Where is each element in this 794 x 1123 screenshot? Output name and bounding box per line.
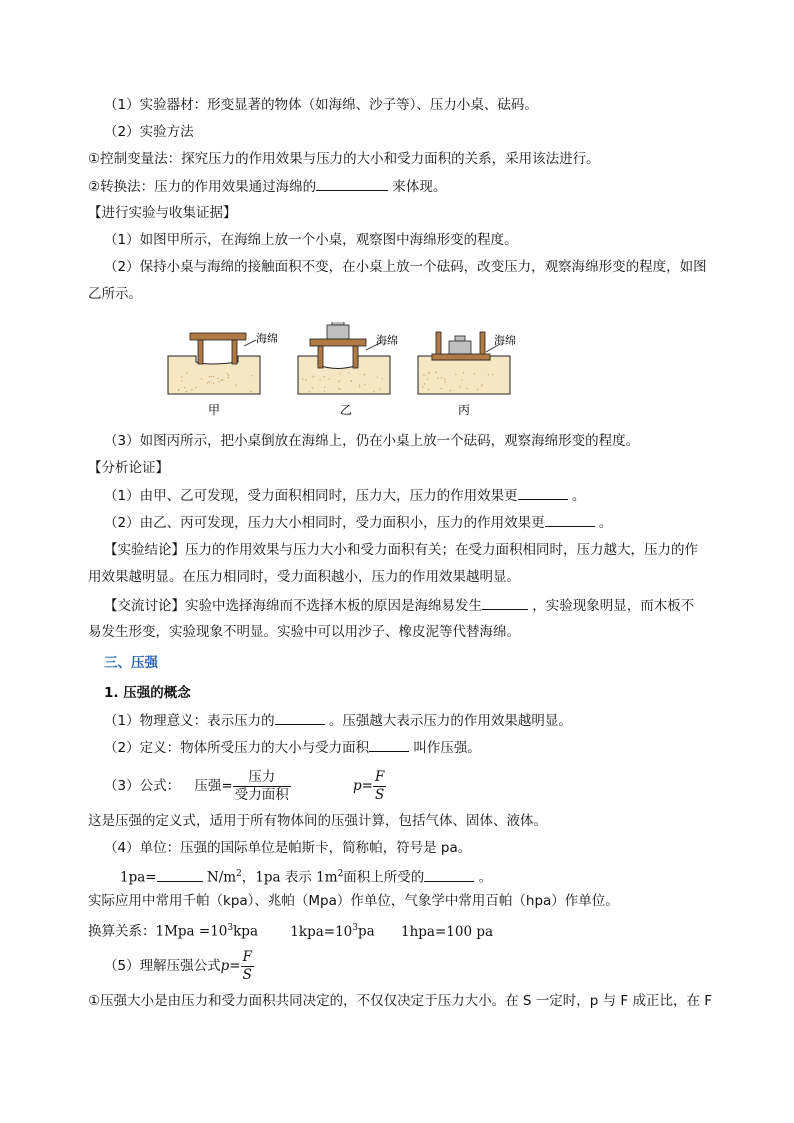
text-segment: 1pa= [120, 869, 157, 886]
text-line: （3）如图丙所示，把小桌倒放在海绵上，仍在小桌上放一个砝码，观察海绵形变的程度。 [104, 433, 640, 449]
weight-knob [332, 322, 344, 325]
superscript: 3 [352, 923, 358, 933]
experiment-figure [160, 322, 520, 422]
fraction-numerator: F [242, 948, 252, 965]
sponge-shape [418, 356, 510, 394]
experiment-figure-svg [160, 322, 520, 422]
texture-dot [459, 386, 460, 387]
text-line: （2）实验方法 [104, 124, 194, 140]
texture-dot [209, 381, 210, 382]
answer-blank[interactable] [275, 710, 325, 725]
texture-dot [191, 389, 192, 390]
texture-dot [213, 376, 214, 377]
text-segment: （3）公式： [104, 778, 181, 794]
fraction-numerator: 压力 [233, 769, 291, 787]
fraction-numerator: F [374, 768, 385, 785]
text-line [120, 864, 492, 888]
texture-dot [351, 381, 352, 382]
texture-dot [338, 381, 339, 382]
text-segment: 来体现。 [388, 179, 447, 195]
text-segment: N/m [202, 869, 237, 886]
texture-dot [309, 391, 310, 392]
weight-knob [455, 336, 465, 341]
answer-blank[interactable] [316, 176, 388, 191]
texture-dot [481, 385, 482, 386]
texture-dot [181, 376, 182, 377]
texture-dot [359, 384, 360, 385]
texture-dot [474, 373, 475, 374]
figure-caption: 丙 [458, 403, 471, 417]
texture-dot [477, 389, 478, 390]
formula-symbol: p= [353, 778, 373, 794]
text-line [88, 176, 446, 197]
formula-fraction [233, 769, 291, 804]
text-segment: ，1pa 表示 1m [241, 869, 338, 886]
texture-dot [312, 387, 313, 388]
panel-jia [168, 333, 260, 394]
texture-dot [422, 386, 423, 387]
answer-blank[interactable] [424, 867, 474, 882]
texture-dot [441, 377, 442, 378]
text-segment: 1hpa=100 pa [400, 923, 494, 940]
texture-dot [211, 376, 212, 377]
texture-dot [227, 373, 228, 374]
texture-dot [228, 377, 229, 378]
texture-dot [252, 375, 253, 376]
texture-dot [250, 391, 251, 392]
texture-dot [466, 388, 467, 389]
text-segment: pa [357, 923, 375, 940]
text-line [88, 918, 493, 942]
subsection-heading: 1. 压强的概念 [104, 685, 191, 701]
text-segment: kpa [233, 923, 258, 940]
panel-yi [298, 322, 390, 394]
texture-dot [213, 383, 214, 384]
superscript: 3 [227, 923, 234, 933]
sponge-shape [168, 356, 260, 394]
text-segment: 叫作压强。 [409, 740, 481, 756]
texture-dot [217, 378, 218, 379]
texture-dot [435, 371, 436, 372]
table-top [190, 333, 246, 340]
texture-dot [178, 390, 179, 391]
texture-dot [462, 380, 463, 381]
text-line: ①控制变量法：探究压力的作用效果与压力的大小和受力面积的关系，采用该法进行。 [88, 151, 600, 167]
table-top [310, 339, 366, 346]
texture-dot [455, 374, 456, 375]
section-label: 【进行实验与收集证据】 [88, 205, 237, 221]
texture-dot [329, 378, 330, 379]
text-segment: 1kpa=10 [290, 923, 353, 940]
texture-dot [441, 388, 442, 389]
text-line: （4）单位：压强的国际单位是帕斯卡，简称帕，符号是 pa。 [104, 840, 472, 856]
texture-dot [340, 389, 341, 390]
text-line [104, 485, 585, 506]
sponge-label: 海绵 [494, 334, 516, 347]
texture-dot [222, 379, 223, 380]
text-line: 乙所示。 [88, 286, 142, 302]
answer-blank[interactable] [518, 485, 568, 500]
table-leg [480, 332, 485, 356]
text-segment: （1）由甲、乙可发现，受力面积相同时，压力大，压力的作用效果更 [104, 488, 518, 504]
texture-dot [324, 387, 325, 388]
texture-dot [488, 374, 489, 375]
texture-dot [445, 381, 446, 382]
formula-fraction [241, 949, 254, 984]
text-line: 【实验结论】压力的作用效果与压力大小和受力面积有关；在受力面积相同时，压力越大，压力的作 [104, 542, 698, 558]
sponge-shape [298, 356, 390, 394]
texture-dot [450, 390, 451, 391]
texture-dot [201, 378, 202, 379]
formula-fraction [373, 769, 386, 804]
section-heading: 三、压强 [104, 655, 158, 671]
text-line: （1）如图甲所示，在海绵上放一个小桌，观察图中海绵形变的程度。 [104, 232, 518, 248]
texture-dot [424, 383, 425, 384]
texture-dot [428, 389, 429, 390]
texture-dot [379, 389, 380, 390]
formula-line [104, 766, 386, 806]
texture-dot [324, 390, 325, 391]
texture-dot [427, 378, 428, 379]
text-line: 用效果越明显。在压力相同时，受力面积越小，压力的作用效果越明显。 [88, 569, 520, 585]
texture-dot [482, 384, 483, 385]
text-segment: 。 [474, 869, 493, 886]
texture-dot [184, 387, 185, 388]
texture-dot [319, 379, 320, 380]
text-segment: 。 [594, 515, 613, 531]
answer-blank[interactable] [545, 512, 595, 527]
formula-symbol: p= [220, 958, 241, 974]
texture-dot [364, 384, 365, 385]
text-segment: （2）由乙、丙可发现，压力大小相同时，受力面积小，压力的作用效果更 [104, 515, 545, 531]
texture-dot [338, 388, 339, 389]
texture-dot [228, 375, 229, 376]
text-segment: 压强= [194, 778, 233, 794]
text-segment: （1）物理意义：表示压力的 [104, 713, 275, 729]
texture-dot [181, 380, 182, 381]
texture-dot [339, 373, 340, 374]
table-leg [436, 332, 441, 356]
texture-dot [186, 372, 187, 373]
texture-dot [423, 374, 424, 375]
table-leg [353, 346, 358, 368]
text-segment: 。压强越大表示压力的作用效果越明显。 [324, 713, 572, 729]
text-segment: 面积上所受的 [343, 869, 425, 886]
texture-dot [302, 379, 303, 380]
texture-dot [305, 380, 306, 381]
text-segment: 【交流讨论】实验中选择海绵而不选择木板的原因是海绵易发生 [104, 598, 482, 614]
text-segment: ②转换法：压力的作用效果通过海绵的 [88, 179, 317, 195]
text-segment: （2）定义：物体所受压力的大小与受力面积 [104, 740, 370, 756]
fraction-denominator: S [242, 966, 252, 983]
texture-dot [463, 372, 464, 373]
text-line: ①压强大小是由压力和受力面积共同决定的，不仅仅决定于压力大小。在 S 一定时，p 与 F 成正比，在 F [88, 993, 713, 1009]
texture-dot [382, 378, 383, 379]
texture-dot [444, 379, 445, 380]
weight-block [449, 341, 471, 354]
texture-dot [235, 384, 236, 385]
superscript: 2 [236, 869, 242, 879]
answer-blank[interactable] [369, 737, 409, 752]
text-line: 这是压强的定义式，适用于所有物体间的压强计算，包括气体、固体、液体。 [88, 813, 547, 829]
texture-dot [373, 391, 374, 392]
superscript: 2 [337, 869, 344, 879]
table-leg [232, 340, 237, 364]
text-line [104, 595, 694, 616]
texture-dot [195, 387, 196, 388]
section-label: 【分析论证】 [88, 460, 169, 476]
label-leader [244, 340, 256, 346]
texture-dot [313, 376, 314, 377]
texture-dot [186, 391, 187, 392]
table-top [432, 354, 490, 360]
formula-line [104, 946, 254, 986]
text-segment: 换算关系：1Mpa =10 [88, 923, 228, 940]
texture-dot [437, 377, 438, 378]
texture-dot [428, 373, 429, 374]
texture-dot [348, 372, 349, 373]
text-line [104, 512, 612, 533]
texture-dot [359, 386, 360, 387]
table-leg [318, 346, 323, 368]
sponge-label: 海绵 [256, 332, 278, 345]
texture-dot [492, 374, 493, 375]
sponge-label: 海绵 [376, 334, 398, 347]
table-leg [198, 340, 203, 364]
texture-dot [377, 377, 378, 378]
text-line [104, 737, 481, 758]
figure-caption: 乙 [340, 403, 353, 417]
text-segment: ，实验现象明显，而木板不 [528, 598, 695, 614]
fraction-denominator: 受力面积 [234, 786, 289, 803]
texture-dot [209, 376, 210, 377]
fraction-denominator: S [375, 786, 385, 803]
texture-dot [324, 376, 325, 377]
text-line: 易发生形变，实验现象不明显。实验中可以用沙子、橡皮泥等代替海绵。 [88, 624, 520, 640]
weight-block [327, 325, 349, 339]
answer-blank[interactable] [482, 595, 528, 610]
figure-caption: 甲 [208, 403, 221, 417]
answer-blank[interactable] [157, 867, 203, 882]
text-line: 实际应用中常用千帕（kpa）、兆帕（Mpa）作单位，气象学中常用百帕（hpa）作单位。 [88, 893, 619, 909]
texture-dot [339, 380, 340, 381]
texture-dot [218, 381, 219, 382]
texture-dot [364, 374, 365, 375]
text-line [104, 710, 572, 731]
text-line: （2）保持小桌与海绵的接触面积不变，在小桌上放一个砝码，改变压力，观察海绵形变的程度，如图 [104, 259, 707, 275]
texture-dot [207, 382, 208, 383]
text-segment: （5）理解压强公式 [104, 958, 221, 974]
text-line: （1）实验器材：形变显著的物体（如海绵、沙子等）、压力小桌、砝码。 [104, 97, 538, 113]
text-segment: 。 [567, 488, 586, 504]
